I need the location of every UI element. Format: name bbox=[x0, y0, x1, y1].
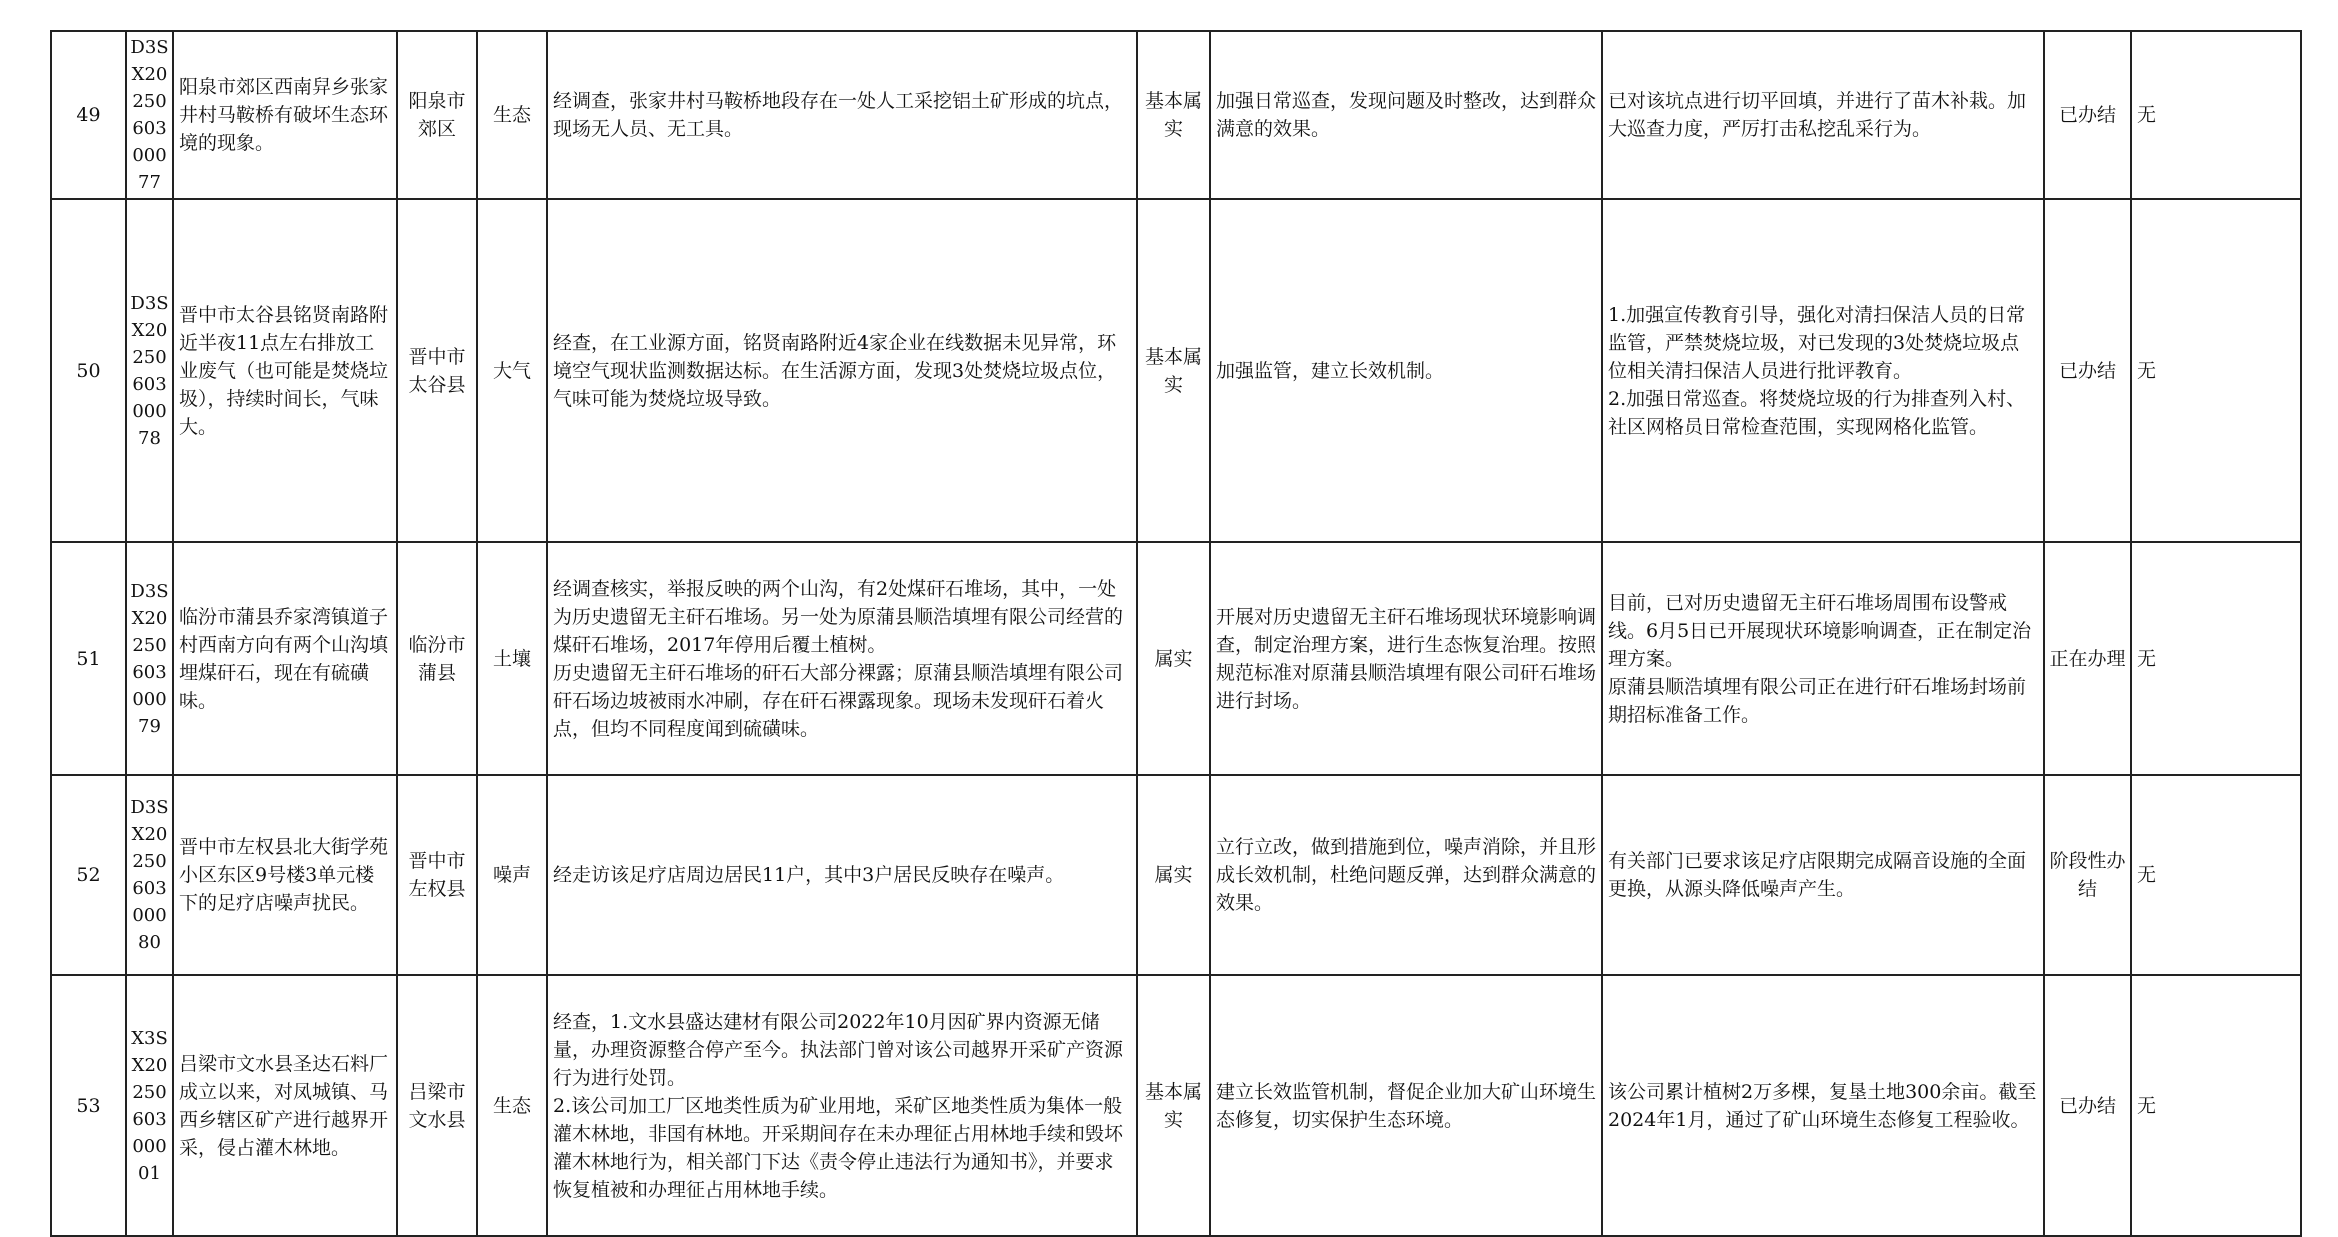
status: 已办结 bbox=[2044, 975, 2131, 1236]
rectification-progress: 1.加强宣传教育引导，强化对清扫保洁人员的日常监管，严禁焚烧垃圾，对已发现的3处焚烧垃圾点位相关清扫保洁人员进行批评教育。 2.加强日常巡查。将焚烧垃圾的行为排查列入村、社区网格员日常检查范围，实现网格化监管。 bbox=[1602, 199, 2044, 542]
rectification-progress: 已对该坑点进行切平回填，并进行了苗木补栽。加大巡查力度，严厉打击私挖乱采行为。 bbox=[1602, 31, 2044, 199]
accountability: 无 bbox=[2131, 31, 2301, 199]
region: 阳泉市郊区 bbox=[397, 31, 477, 199]
rectification-progress: 有关部门已要求该足疗店限期完成隔音设施的全面更换，从源头降低噪声产生。 bbox=[1602, 775, 2044, 975]
table-row bbox=[51, 199, 2301, 542]
case-code: D3SX2025060300078 bbox=[126, 199, 173, 542]
rectification-target: 加强日常巡查，发现问题及时整改，达到群众满意的效果。 bbox=[1210, 31, 1602, 199]
investigation-text: 经走访该足疗店周边居民11户，其中3户居民反映存在噪声。 bbox=[547, 775, 1137, 975]
status: 正在办理 bbox=[2044, 542, 2131, 775]
verdict: 属实 bbox=[1137, 542, 1210, 775]
rectification-target: 开展对历史遗留无主矸石堆场现状环境影响调查，制定治理方案，进行生态恢复治理。按照规范标准对原蒲县顺浩填埋有限公司矸石堆场进行封场。 bbox=[1210, 542, 1602, 775]
accountability: 无 bbox=[2131, 975, 2301, 1236]
status: 已办结 bbox=[2044, 199, 2131, 542]
case-code: X3SX2025060300001 bbox=[126, 975, 173, 1236]
investigation-text: 经查，1.文水县盛达建材有限公司2022年10月因矿界内资源无储量，办理资源整合停产至今。执法部门曾对该公司越界开采矿产资源行为进行处罚。 2.该公司加工厂区地类性质为矿业用地，采矿区地类性质为集体一般灌木林地，非国有林地。开采期间存在未办理征占用林地手续和毁坏灌木林地行为，相关部门下达《责令停止违法行为通知书》，并要求恢复植被和办理征占用林地手续。 bbox=[547, 975, 1137, 1236]
issue-text: 晋中市太谷县铭贤南路附近半夜11点左右排放工业废气（也可能是焚烧垃圾），持续时间长，气味大。 bbox=[173, 199, 397, 542]
status: 阶段性办结 bbox=[2044, 775, 2131, 975]
category: 生态 bbox=[477, 31, 547, 199]
row-seq: 53 bbox=[51, 975, 126, 1236]
status: 已办结 bbox=[2044, 31, 2131, 199]
verdict: 属实 bbox=[1137, 775, 1210, 975]
table-row bbox=[51, 775, 2301, 975]
verdict: 基本属实 bbox=[1137, 975, 1210, 1236]
category: 噪声 bbox=[477, 775, 547, 975]
table-row bbox=[51, 31, 2301, 199]
table-row bbox=[51, 542, 2301, 775]
region: 临汾市蒲县 bbox=[397, 542, 477, 775]
case-code: D3SX2025060300077 bbox=[126, 31, 173, 199]
table-row bbox=[51, 975, 2301, 1236]
region: 吕梁市文水县 bbox=[397, 975, 477, 1236]
verdict: 基本属实 bbox=[1137, 31, 1210, 199]
investigation-text: 经调查核实，举报反映的两个山沟，有2处煤矸石堆场，其中，一处为历史遗留无主矸石堆场。另一处为原蒲县顺浩填埋有限公司经营的煤矸石堆场，2017年停用后覆土植树。 历史遗留无主矸石堆场的矸石大部分裸露；原蒲县顺浩填埋有限公司矸石场边坡被雨水冲刷，存在矸石裸露现象。现场未发现矸石着火点，但均不同程度闻到硫磺味。 bbox=[547, 542, 1137, 775]
investigation-text: 经调查，张家井村马鞍桥地段存在一处人工采挖铝土矿形成的坑点，现场无人员、无工具。 bbox=[547, 31, 1137, 199]
accountability: 无 bbox=[2131, 542, 2301, 775]
category: 大气 bbox=[477, 199, 547, 542]
row-seq: 52 bbox=[51, 775, 126, 975]
rectification-progress: 该公司累计植树2万多棵，复垦土地300余亩。截至2024年1月，通过了矿山环境生态修复工程验收。 bbox=[1602, 975, 2044, 1236]
row-seq: 51 bbox=[51, 542, 126, 775]
case-code: D3SX2025060300079 bbox=[126, 542, 173, 775]
issue-text: 临汾市蒲县乔家湾镇道子村西南方向有两个山沟填埋煤矸石，现在有硫磺味。 bbox=[173, 542, 397, 775]
accountability: 无 bbox=[2131, 775, 2301, 975]
rectification-target: 加强监管，建立长效机制。 bbox=[1210, 199, 1602, 542]
region: 晋中市左权县 bbox=[397, 775, 477, 975]
verdict: 基本属实 bbox=[1137, 199, 1210, 542]
issue-text: 晋中市左权县北大街学苑小区东区9号楼3单元楼下的足疗店噪声扰民。 bbox=[173, 775, 397, 975]
category: 生态 bbox=[477, 975, 547, 1236]
case-code: D3SX2025060300080 bbox=[126, 775, 173, 975]
region: 晋中市太谷县 bbox=[397, 199, 477, 542]
rectification-progress: 目前，已对历史遗留无主矸石堆场周围布设警戒线。6月5日已开展现状环境影响调查，正在制定治理方案。 原蒲县顺浩填埋有限公司正在进行矸石堆场封场前期招标准备工作。 bbox=[1602, 542, 2044, 775]
complaint-table-sheet bbox=[50, 30, 2300, 1237]
investigation-text: 经查，在工业源方面，铭贤南路附近4家企业在线数据未见异常，环境空气现状监测数据达标。在生活源方面，发现3处焚烧垃圾点位，气味可能为焚烧垃圾导致。 bbox=[547, 199, 1137, 542]
issue-text: 阳泉市郊区西南舁乡张家井村马鞍桥有破坏生态环境的现象。 bbox=[173, 31, 397, 199]
rectification-target: 建立长效监管机制，督促企业加大矿山环境生态修复，切实保护生态环境。 bbox=[1210, 975, 1602, 1236]
issue-text: 吕梁市文水县圣达石料厂成立以来，对凤城镇、马西乡辖区矿产进行越界开采，侵占灌木林地。 bbox=[173, 975, 397, 1236]
category: 土壤 bbox=[477, 542, 547, 775]
row-seq: 50 bbox=[51, 199, 126, 542]
row-seq: 49 bbox=[51, 31, 126, 199]
accountability: 无 bbox=[2131, 199, 2301, 542]
complaint-table bbox=[50, 30, 2302, 1237]
rectification-target: 立行立改，做到措施到位，噪声消除，并且形成长效机制，杜绝问题反弹，达到群众满意的效果。 bbox=[1210, 775, 1602, 975]
